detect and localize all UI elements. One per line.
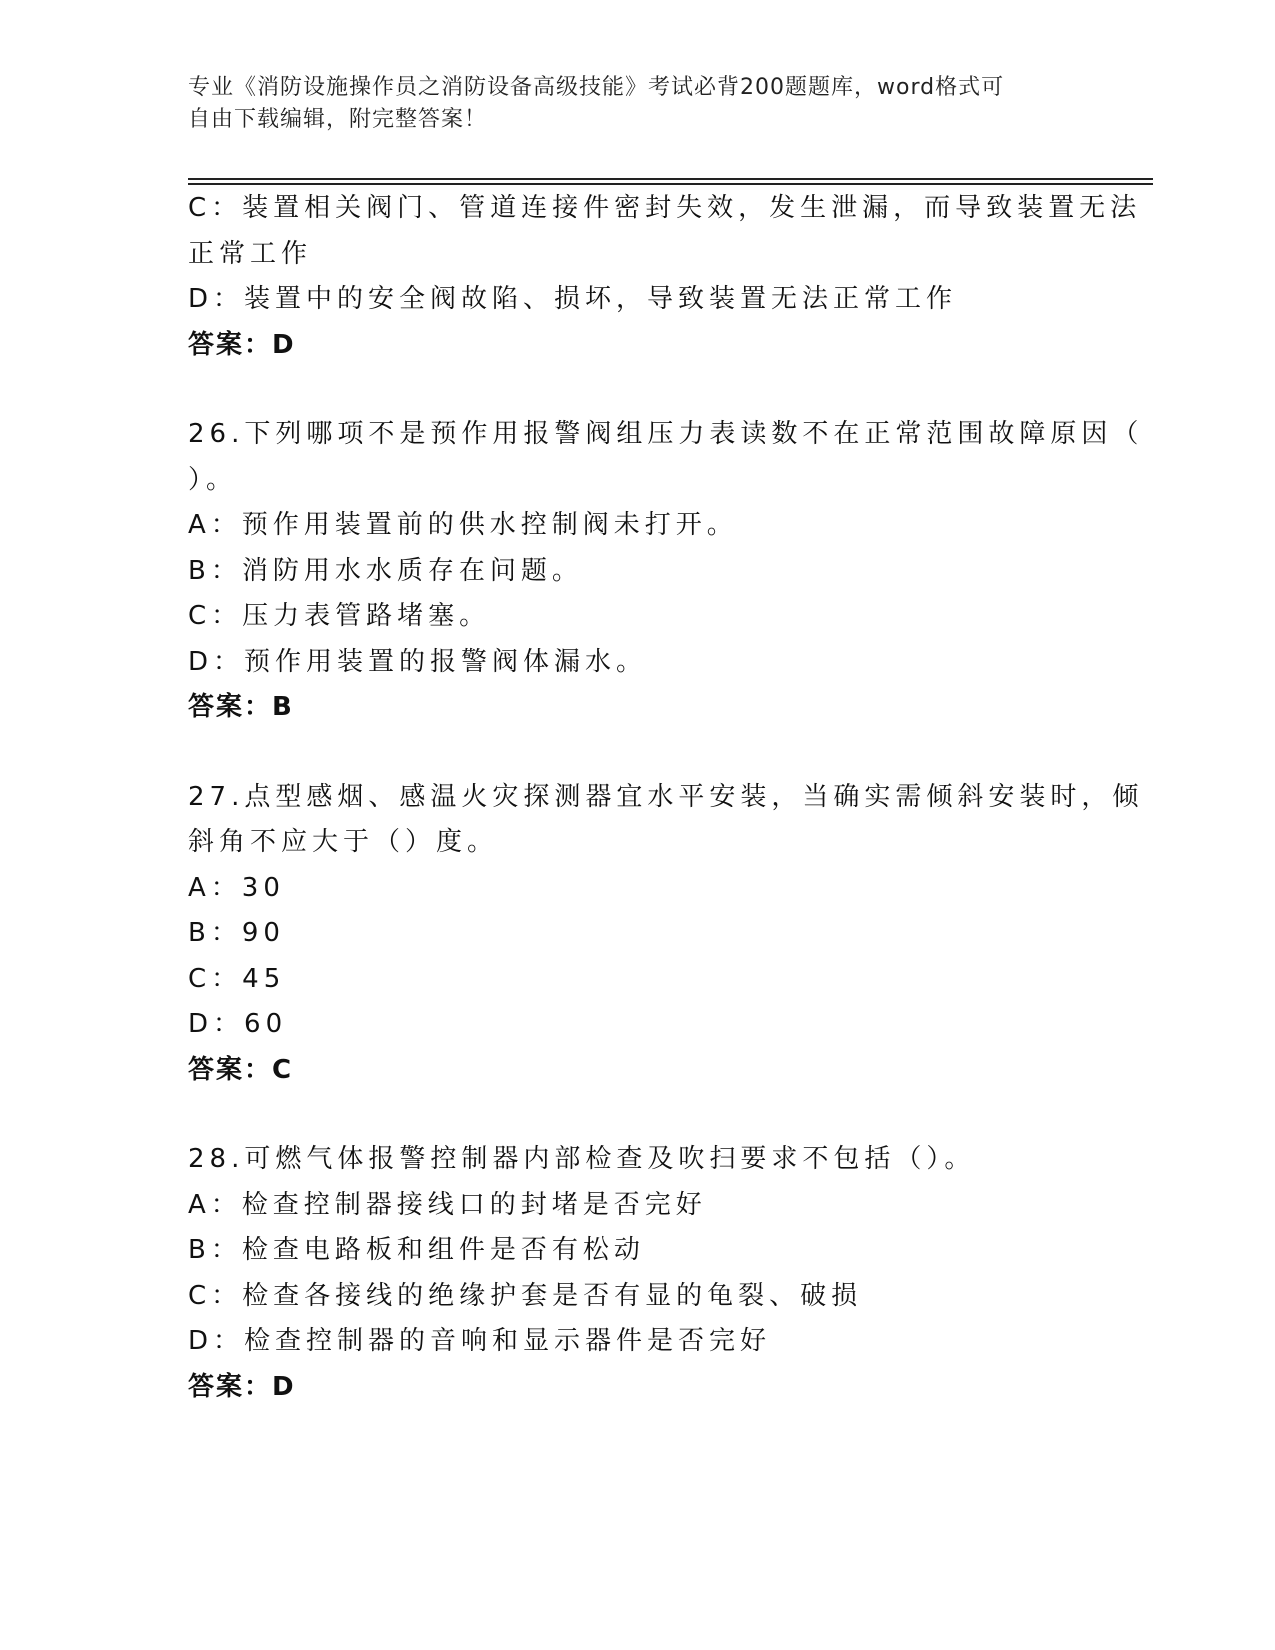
question-26 xyxy=(188,412,1144,731)
question-27 xyxy=(188,775,1144,1094)
option-a: A：预作用装置前的供水控制阀未打开。 xyxy=(188,510,738,540)
answer-line: 答案：C xyxy=(188,1054,294,1085)
option-c-line-2: 正常工作 xyxy=(188,238,313,269)
option-a: A：检查控制器接线口的封堵是否完好 xyxy=(188,1189,707,1220)
header-rule-top xyxy=(188,178,1153,180)
answer-line: 答案：B xyxy=(188,692,294,722)
option-c: C：压力表管路堵塞。 xyxy=(188,601,491,631)
answer-line: 答案：D xyxy=(188,1371,296,1402)
header-rule-bottom xyxy=(188,183,1153,185)
question-stem-line-2: 斜角不应大于（）度。 xyxy=(188,827,499,857)
question-fragment xyxy=(188,186,1142,368)
option-c-line-1: C：装置相关阀门、管道连接件密封失效，发生泄漏，而导致装置无法 xyxy=(188,193,1142,223)
option-d: D：检查控制器的音响和显示器件是否完好 xyxy=(188,1326,772,1356)
answer-line: 答案：D xyxy=(188,329,296,360)
option-a: A：30 xyxy=(188,872,285,903)
question-stem-line-1: 28.可燃气体报警控制器内部检查及吹扫要求不包括（）。 xyxy=(188,1144,976,1174)
option-d: D：预作用装置的报警阀体漏水。 xyxy=(188,646,648,677)
question-stem-line-2: ）。 xyxy=(188,464,238,495)
question-stem-line-1: 27.点型感烟、感温火灾探测器宜水平安装，当确实需倾斜安装时，倾 xyxy=(188,781,1144,812)
option-c: C：45 xyxy=(188,963,286,994)
header-line-1: 专业《消防设施操作员之消防设备高级技能》考试必背200题题库，word格式可 xyxy=(188,75,1005,100)
option-b: B：90 xyxy=(188,918,285,948)
page-content xyxy=(188,186,1144,1410)
option-d: D：60 xyxy=(188,1009,288,1039)
option-c: C：检查各接线的绝缘护套是否有显的龟裂、破损 xyxy=(188,1280,863,1311)
header-line-2: 自由下载编辑，附完整答案！ xyxy=(188,107,488,132)
question-stem-line-1: 26.下列哪项不是预作用报警阀组压力表读数不在正常范围故障原因（ xyxy=(188,419,1144,449)
option-b: B：检查电路板和组件是否有松动 xyxy=(188,1235,645,1265)
option-b: B：消防用水水质存在问题。 xyxy=(188,555,583,586)
option-d: D：装置中的安全阀故陷、损坏，导致装置无法正常工作 xyxy=(188,284,958,314)
document-header xyxy=(188,72,1068,136)
question-28 xyxy=(188,1137,1088,1410)
